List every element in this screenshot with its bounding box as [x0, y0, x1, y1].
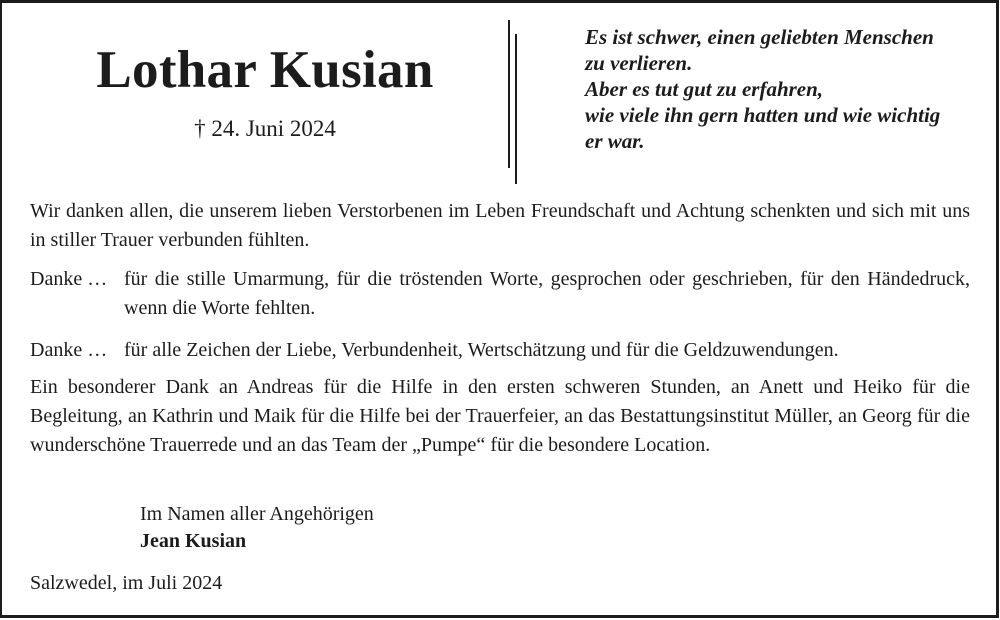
poem-line: er war. — [585, 129, 645, 153]
thanks-text: für alle Zeichen der Liebe, Verbundenheit, Wertschätzung und für die Geldzuwendungen. — [124, 339, 839, 361]
memorial-poem — [585, 24, 985, 154]
thanks-item — [30, 265, 970, 323]
divider-line-right — [515, 34, 517, 184]
deceased-name: Lothar Kusian — [96, 41, 434, 99]
signature-name: Jean Kusian — [140, 530, 247, 552]
place-and-date: Salzwedel, im Juli 2024 — [30, 572, 223, 594]
thanks-item — [30, 336, 970, 365]
poem-line: Es ist schwer, einen geliebten Menschen — [585, 25, 934, 49]
thanks-label: Danke … — [30, 268, 108, 290]
poem-line: zu verlieren. — [585, 51, 693, 75]
intro-paragraph: Wir danken allen, die unserem lieben Verstorbenen im Leben Freundschaft und Achtung schenkten und sich mit uns in stiller Trauer verbunden fühlten. — [30, 200, 970, 251]
thanks-label: Danke … — [30, 339, 108, 361]
poem-line: Aber es tut gut zu erfahren, — [585, 77, 824, 101]
divider-line-left — [508, 20, 510, 168]
signature-block — [140, 501, 374, 555]
death-date: † 24. Juni 2024 — [194, 116, 336, 141]
special-thanks-paragraph: Ein besonderer Dank an Andreas für die Hilfe in den ersten schweren Stunden, an Anett und Heiko für die Begleitung, an Kathrin und Maik für die Hilfe bei der Trauerfeier, an das Bestattungsinstitut Müller, an Georg für die wunderschöne Trauerrede und an das Team der „Pumpe“ für die besondere Location. — [30, 376, 970, 456]
signature-line: Im Namen aller Angehörigen — [140, 503, 374, 525]
thanks-text: für die stille Umarmung, für die tröstenden Worte, gesprochen oder geschrieben, für den Händedruck, wenn die Worte fehlten. — [124, 268, 970, 319]
poem-line: wie viele ihn gern hatten und wie wichtig — [585, 103, 941, 127]
